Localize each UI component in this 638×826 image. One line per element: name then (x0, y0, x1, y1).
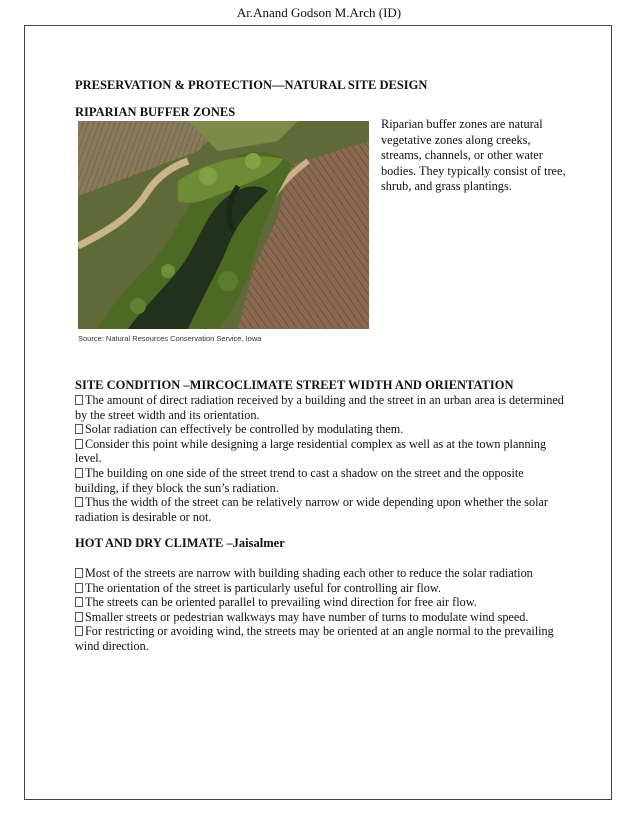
list-item: For restricting or avoiding wind, the streets may be oriented at an angle normal to the prevailing wind direction. (75, 624, 554, 653)
bullet-icon (75, 568, 83, 578)
bullet-icon (75, 583, 83, 593)
list-item: Consider this point while designing a large residential complex as well as at the town planning level. (75, 436, 547, 466)
bullet-icon (75, 612, 83, 622)
hot-dry-heading: HOT AND DRY CLIMATE –Jaisalmer (75, 536, 285, 550)
riparian-description: Riparian buffer zones are natural vegetative zones along creeks, streams, channels, or other water bodies. They typically consist of tree, shrub, and grass plantings. (381, 117, 566, 193)
bullet-icon (75, 424, 83, 434)
list-item: Solar radiation can effectively be controlled by modulating them. (75, 422, 565, 437)
bullet-icon (75, 597, 83, 607)
main-title: PRESERVATION & PROTECTION—NATURAL SITE DESIGN (75, 78, 428, 92)
list-item: Thus the width of the street can be relatively narrow or wide depending upon whether the solar radiation is desirable or not. (75, 495, 548, 524)
bullet-icon (75, 497, 83, 507)
bullet-icon (75, 395, 83, 405)
list-item: Smaller streets or pedestrian walkways may have number of turns to modulate wind speed. (75, 610, 565, 625)
bullet-icon (75, 439, 83, 449)
list-item: The amount of direct radiation received by a building and the street in an urban area is determined by the street width and its orientation. (75, 393, 564, 422)
page-header: Ar.Anand Godson M.Arch (ID) (236, 5, 402, 20)
list-item: The building on one side of the street trend to cast a shadow on the street and the opposite building, if they block the sun’s radiation. (75, 465, 524, 495)
bullet-icon (75, 626, 83, 636)
site-condition-heading: SITE CONDITION –MIRCOCLIMATE STREET WIDTH AND ORIENTATION (75, 378, 514, 392)
hot-dry-list (75, 566, 565, 654)
site-condition-list (75, 393, 565, 524)
riparian-heading: RIPARIAN BUFFER ZONES (75, 105, 236, 119)
list-item: Most of the streets are narrow with building shading each other to reduce the solar radiation (75, 566, 565, 581)
list-item: The orientation of the street is particularly useful for controlling air flow. (75, 581, 565, 596)
photo-caption: Source: Natural Resources Conservation Service, Iowa (78, 334, 262, 343)
bullet-icon (75, 468, 83, 478)
riparian-aerial-photo (78, 121, 369, 329)
list-item: The streets can be oriented parallel to prevailing wind direction for free air flow. (75, 595, 565, 610)
